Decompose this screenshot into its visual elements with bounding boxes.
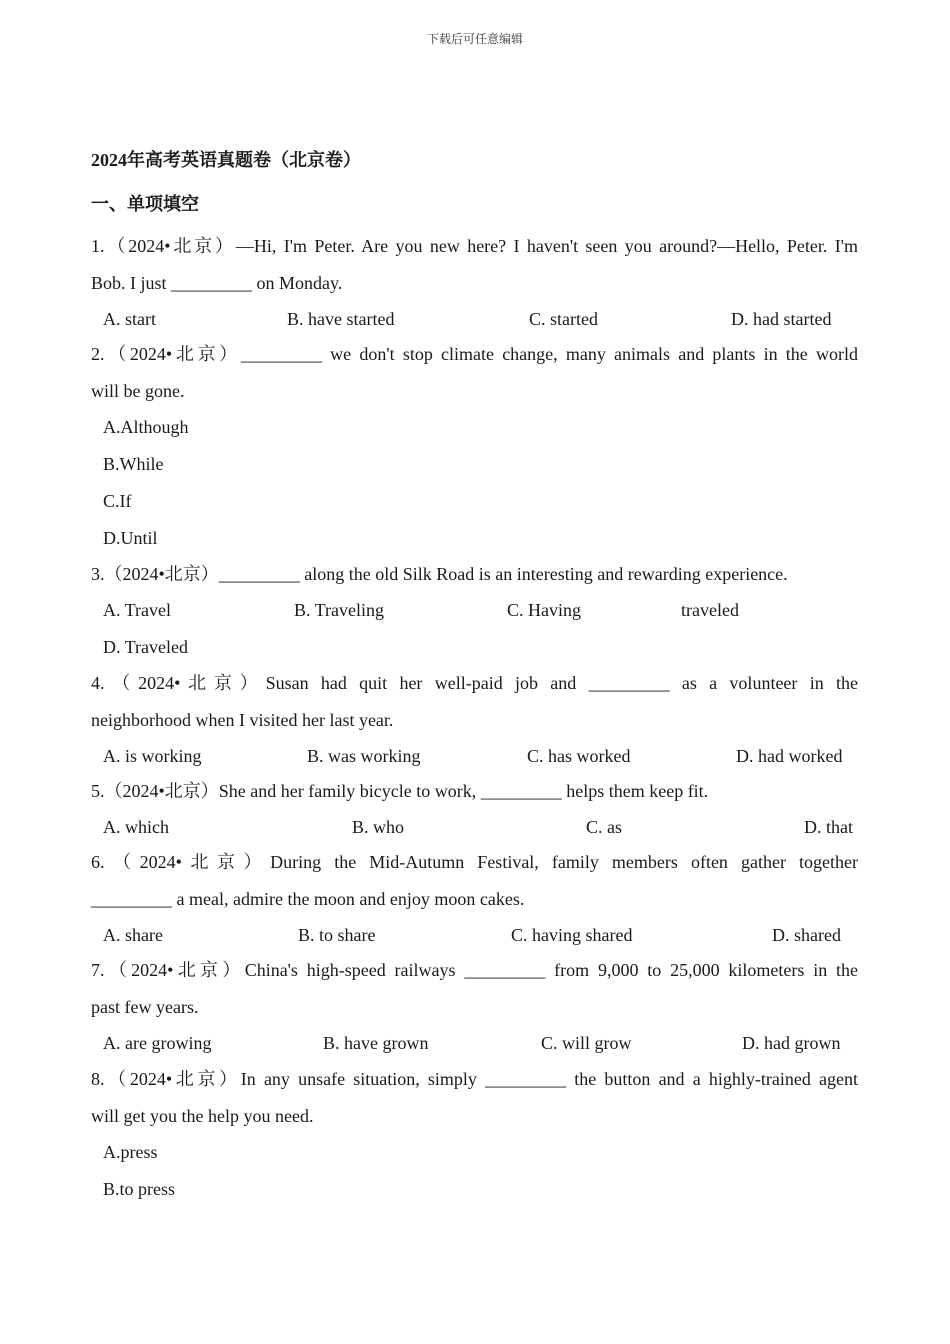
option-a: A.press — [103, 1142, 158, 1162]
option-c: C. as — [586, 817, 622, 837]
option-a: A. which — [103, 817, 169, 837]
option-d: D. had started — [731, 309, 832, 329]
document-title: 2024年高考英语真题卷（北京卷） — [91, 150, 361, 170]
option-b: B. Traveling — [294, 600, 385, 620]
option-b: B. was working — [307, 746, 421, 766]
question-1-line-2: Bob. I just _________ on Monday. — [91, 273, 343, 293]
option-d: D. had grown — [742, 1033, 841, 1053]
option-c-continued: traveled — [681, 600, 739, 620]
question-8-line-1: 8.（2024•北京）In any unsafe situation, simply _________ the button and a highly-trained agent — [91, 1069, 858, 1089]
section-heading: 一、单项填空 — [91, 194, 199, 214]
option-c: C. has worked — [527, 746, 631, 766]
option-b: B.While — [103, 454, 164, 474]
question-2-line-2: will be gone. — [91, 381, 185, 401]
option-c: C.If — [103, 491, 132, 511]
question-2-line-1: 2.（2024•北京）_________ we don't stop climate change, many animals and plants in the world — [91, 344, 858, 364]
question-7-line-1: 7.（2024•北京）China's high-speed railways _________ from 9,000 to 25,000 kilometers in the — [91, 960, 858, 980]
question-8-line-2: will get you the help you need. — [91, 1106, 314, 1126]
option-d: D. had worked — [736, 746, 843, 766]
question-5-line-1: 5.（2024•北京）She and her family bicycle to work, _________ helps them keep fit. — [91, 781, 709, 801]
question-1-line-1: 1.（2024•北京）—Hi, I'm Peter. Are you new here? I haven't seen you around?—Hello, Peter. I'm — [91, 236, 858, 256]
option-b: B. have started — [287, 309, 395, 329]
option-d: D.Until — [103, 528, 158, 548]
option-c: C. will grow — [541, 1033, 632, 1053]
option-a: A. is working — [103, 746, 202, 766]
option-a: A. Travel — [103, 600, 172, 620]
question-4-line-2: neighborhood when I visited her last year. — [91, 710, 394, 730]
option-c: C. started — [529, 309, 598, 329]
question-6-line-2: _________ a meal, admire the moon and enjoy moon cakes. — [91, 889, 525, 909]
question-7-line-2: past few years. — [91, 997, 199, 1017]
option-d: D. Traveled — [103, 637, 188, 657]
question-3-line-1: 3.（2024•北京）_________ along the old Silk Road is an interesting and rewarding experience. — [91, 564, 788, 584]
option-a: A. are growing — [103, 1033, 212, 1053]
question-4-line-1: 4.（2024•北京）Susan had quit her well-paid job and _________ as a volunteer in the — [91, 673, 858, 693]
option-d: D. that — [804, 817, 853, 837]
option-b: B. have grown — [323, 1033, 429, 1053]
option-d: D. shared — [772, 925, 841, 945]
option-c: C. Having — [507, 600, 581, 620]
option-a: A. share — [103, 925, 163, 945]
option-b: B.to press — [103, 1179, 175, 1199]
option-b: B. to share — [298, 925, 376, 945]
option-b: B. who — [352, 817, 405, 837]
page-header: 下载后可任意编辑 — [426, 32, 523, 46]
option-a: A.Although — [103, 417, 189, 437]
question-6-line-1: 6.（2024•北京）During the Mid-Autumn Festival, family members often gather together — [91, 852, 858, 872]
option-c: C. having shared — [511, 925, 633, 945]
option-a: A. start — [103, 309, 156, 329]
